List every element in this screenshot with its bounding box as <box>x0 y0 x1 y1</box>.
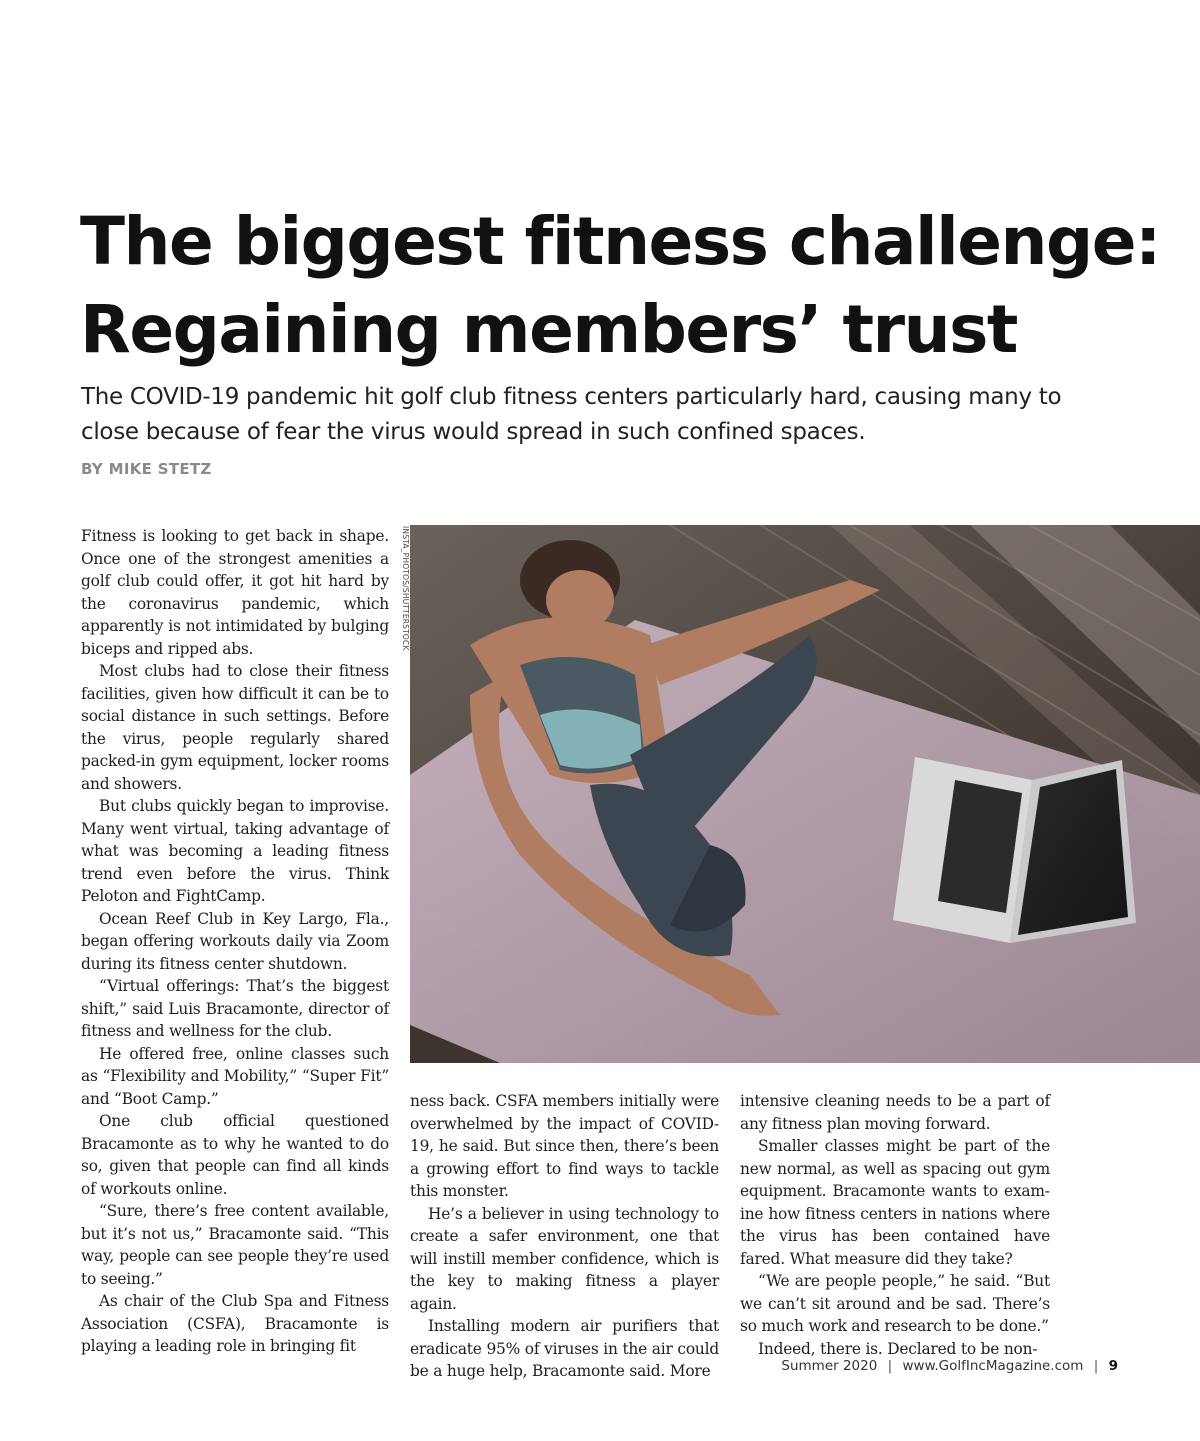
paragraph: As chair of the Club Spa and Fitness Association (CSFA), Bracamonte is playing a leading role in bringing fit <box>81 1292 389 1355</box>
paragraph: One club official questioned Bracamonte as to why he wanted to do so, given that people can find all kinds of workouts online. <box>81 1112 389 1198</box>
body-column-1 <box>81 525 389 1358</box>
paragraph: ness back. CSFA members initially were overwhelmed by the impact of COVID-19, he said. But since then, there’s been a growing effort to find ways to tackle this monster. <box>410 1092 719 1200</box>
article-deck: The COVID-19 pandemic hit golf club fitness centers particularly hard, causing many to close because of fear the virus would spread in such confined spaces. <box>81 384 1062 445</box>
paragraph: “Sure, there’s free content available, but it’s not us,” Bracamonte said. “This way, people can see people they’re used to seeing.” <box>81 1202 389 1288</box>
paragraph: But clubs quickly began to improvise. Many went virtual, taking advantage of what was becoming a leading fitness trend even before the virus. Think Peloton and FightCamp. <box>81 797 389 905</box>
paragraph: Fitness is looking to get back in shape. Once one of the strongest amenities a golf club could offer, it got hit hard by the coronavirus pandemic, which apparently is not intimidated by bulging biceps and ripped abs. <box>81 527 389 658</box>
website-link[interactable]: www.GolfIncMagazine.com <box>902 1358 1084 1374</box>
photo-credit: INSTA_PHOTOS/SHUTTERSTOCK <box>401 526 410 651</box>
issue-date: Summer 2020 <box>781 1358 878 1374</box>
paragraph: intensive cleaning needs to be a part of any fitness plan moving forward. <box>740 1092 1050 1133</box>
headline-line-2: Regaining members’ trust <box>80 291 1017 368</box>
byline: BY MIKE STETZ <box>81 460 212 478</box>
paragraph: Ocean Reef Club in Key Largo, Fla., began offering workouts daily via Zoom during its fitness center shutdown. <box>81 909 389 973</box>
paragraph: He offered free, online classes such as “Flexibility and Mobility,” “Super Fit” and “Boot Camp.” <box>81 1044 389 1108</box>
paragraph: “We are people people,” he said. “But we can’t sit around and be sad. There’s so much work and research to be done.” <box>740 1272 1050 1335</box>
paragraph: Installing modern air purifiers that eradicate 95% of viruses in the air could be a huge help, Bracamonte said. More <box>410 1317 719 1380</box>
article-photo <box>410 525 1200 1063</box>
paragraph: Most clubs had to close their fitness facilities, given how difficult it can be to social distance in such settings. Before the virus, people regularly shared packed-in gym equipment, locker rooms and showers. <box>81 662 389 793</box>
headline <box>80 198 1160 374</box>
headline-line-1: The biggest fitness challenge: <box>80 203 1160 280</box>
paragraph: Smaller classes might be part of the new normal, as well as spacing out gym equipment. Bracamonte wants to examine how fitness centers in nations where the virus has been contained have fared. What measure did they take? <box>740 1137 1050 1268</box>
paragraph: He’s a believer in using technology to create a safer environment, one that will instill member confidence, which is the key to making fitness a player again. <box>410 1204 719 1313</box>
body-column-3 <box>740 1090 1050 1360</box>
footer-separator: | <box>1093 1358 1099 1374</box>
body-column-2 <box>410 1090 719 1383</box>
page-number: 9 <box>1108 1358 1118 1374</box>
paragraph: “Virtual offerings: That’s the biggest shift,” said Luis Bracamonte, director of fitness and wellness for the club. <box>81 977 389 1040</box>
page-footer <box>781 1358 1118 1374</box>
footer-separator: | <box>887 1358 893 1374</box>
paragraph: Indeed, there is. Declared to be non- <box>758 1339 1038 1358</box>
